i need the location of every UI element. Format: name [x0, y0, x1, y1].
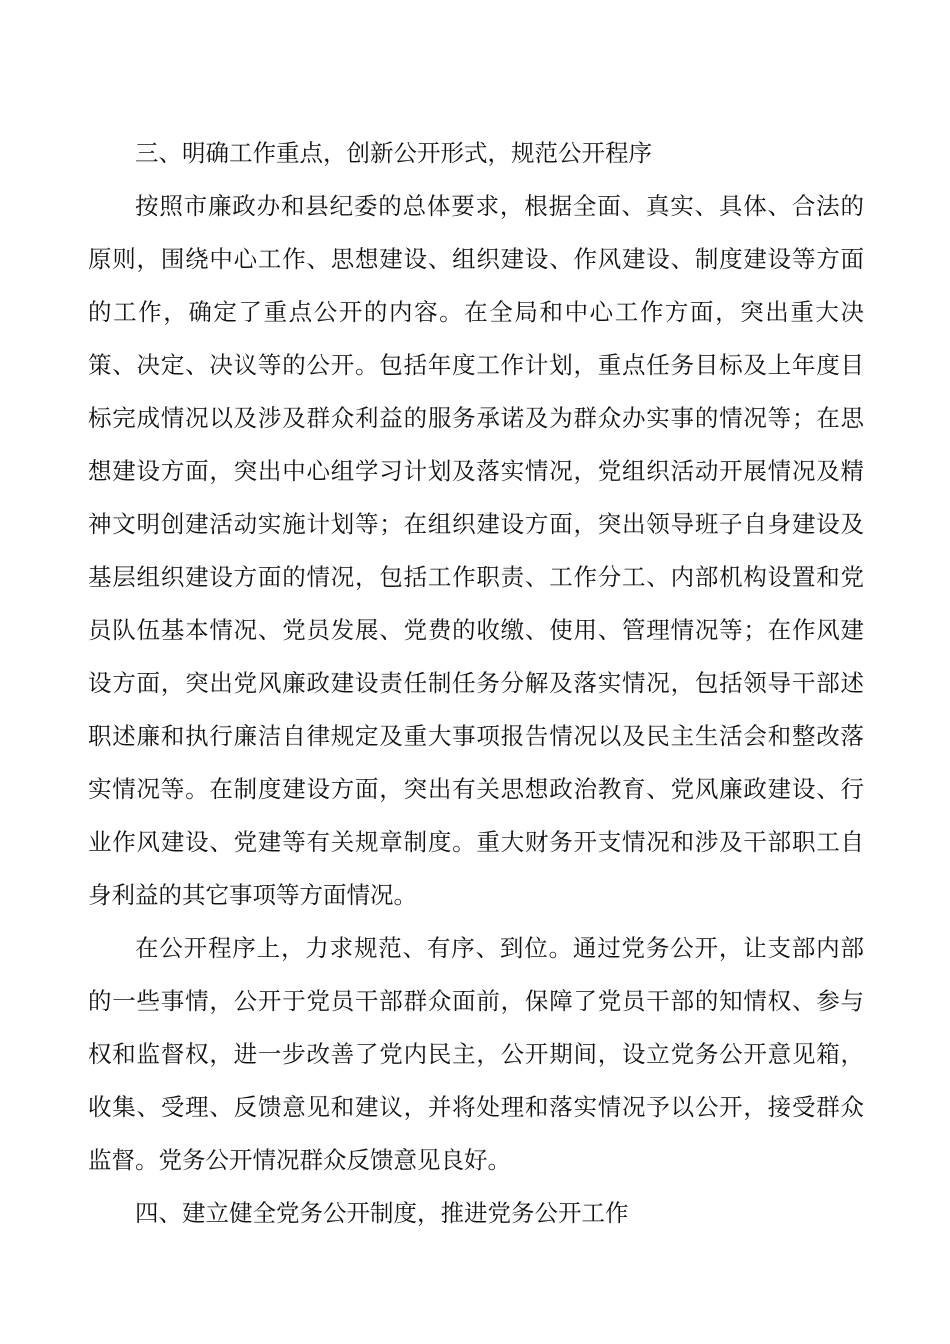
paragraph-line: 监督。党务公开情况群众反馈意见良好。: [88, 1146, 511, 1174]
paragraph-line: 设方面，突出党风廉政建设责任制任务分解及落实情况，包括领导干部述: [88, 669, 864, 697]
paragraph-line: 权和监督权，进一步改善了党内民主，公开期间，设立党务公开意见箱，: [88, 1040, 864, 1068]
paragraph-line: 策、决定、决议等的公开。包括年度工作计划，重点任务目标及上年度目: [88, 351, 864, 379]
section-heading-4: 四、建立健全党务公开制度，推进党务公开工作: [135, 1199, 629, 1227]
paragraph-line: 身利益的其它事项等方面情况。: [88, 881, 417, 909]
paragraph-line: 神文明创建活动实施计划等；在组织建设方面，突出领导班子自身建设及: [88, 510, 864, 538]
paragraph-line: 在公开程序上，力求规范、有序、到位。通过党务公开，让支部内部: [135, 934, 864, 962]
paragraph-line: 原则，围绕中心工作、思想建设、组织建设、作风建设、制度建设等方面: [88, 245, 864, 273]
section-heading-3: 三、明确工作重点，创新公开形式，规范公开程序: [135, 139, 652, 167]
paragraph-line: 基层组织建设方面的情况，包括工作职责、工作分工、内部机构设置和党: [88, 563, 864, 591]
paragraph-line: 想建设方面，突出中心组学习计划及落实情况，党组织活动开展情况及精: [88, 457, 864, 485]
paragraph-line: 业作风建设、党建等有关规章制度。重大财务开支情况和涉及干部职工自: [88, 828, 864, 856]
paragraph-line: 员队伍基本情况、党员发展、党费的收缴、使用、管理情况等；在作风建: [88, 616, 864, 644]
paragraph-line: 收集、受理、反馈意见和建议，并将处理和落实情况予以公开，接受群众: [88, 1093, 864, 1121]
paragraph-line: 的工作，确定了重点公开的内容。在全局和中心工作方面，突出重大决: [88, 298, 864, 326]
paragraph-line: 职述廉和执行廉洁自律规定及重大事项报告情况以及民主生活会和整改落: [88, 722, 864, 750]
paragraph-line: 实情况等。在制度建设方面，突出有关思想政治教育、党风廉政建设、行: [88, 775, 864, 803]
paragraph-line: 按照市廉政办和县纪委的总体要求，根据全面、真实、具体、合法的: [135, 192, 864, 220]
paragraph-line: 的一些事情，公开于党员干部群众面前，保障了党员干部的知情权、参与: [88, 987, 864, 1015]
paragraph-line: 标完成情况以及涉及群众利益的服务承诺及为群众办实事的情况等；在思: [88, 404, 864, 432]
